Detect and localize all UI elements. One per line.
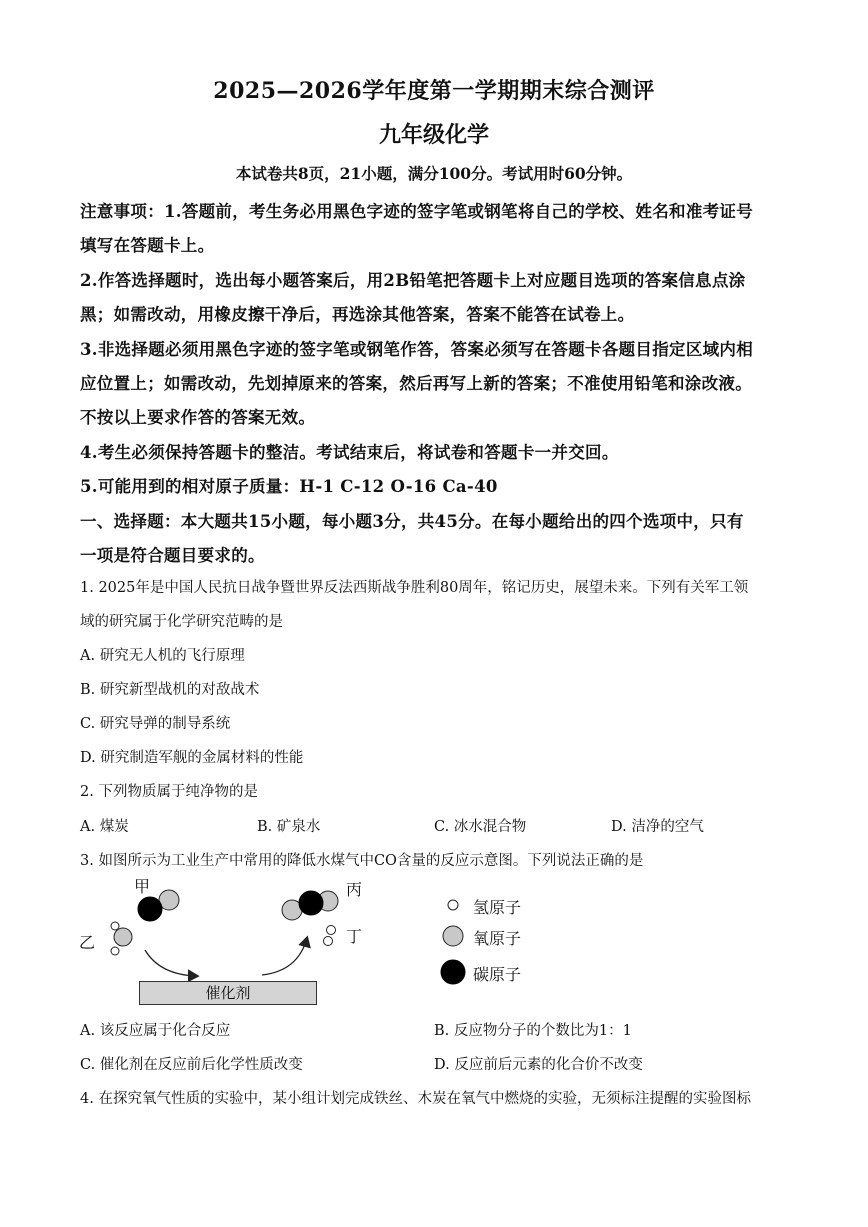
- q3-stem: 3. 如图所示为工业生产中常用的降低水煤气中CO含量的反应示意图。下列说法正确的是: [80, 853, 644, 869]
- legend-oxygen: 氧原子: [473, 929, 522, 948]
- label-bing: 丙: [346, 880, 363, 899]
- section-heading-2: 一项是符合题目要求的。: [80, 546, 265, 565]
- q2-option-c: C. 冰水混合物: [434, 819, 527, 835]
- note-line-6: 应位置上；如需改动，先划掉原来的答案，然后再写上新的答案；不准使用铅笔和涂改液。: [80, 374, 752, 393]
- label-jia: 甲: [134, 877, 151, 896]
- section-heading-1: 一、选择题：本大题共15小题，每小题3分，共45分。在每小题给出的四个选项中，只有: [80, 512, 744, 531]
- catalyst-box: 催化剂: [139, 981, 317, 1005]
- label-ding: 丁: [346, 927, 363, 946]
- q2-stem: 2. 下列物质属于纯净物的是: [80, 784, 258, 800]
- q4-stem: 4. 在探究氧气性质的实验中，某小组计划完成铁丝、木炭在氧气中燃烧的实验，无须标注提醒的实验图标: [80, 1091, 751, 1107]
- q3-option-d: D. 反应前后元素的化合价不改变: [434, 1057, 643, 1073]
- q1-option-a: A. 研究无人机的飞行原理: [80, 648, 245, 664]
- note-line-1: 注意事项：1.答题前，考生务必用黑色字迹的签字笔或钢笔将自己的学校、姓名和准考证号: [80, 202, 754, 221]
- legend-carbon: 碳原子: [473, 965, 522, 984]
- q2-option-b: B. 矿泉水: [257, 819, 321, 835]
- exam-info: 本试卷共8页，21小题，满分100分。考试用时60分钟。: [235, 164, 633, 183]
- exam-title: 2025—2026学年度第一学期期末综合测评: [213, 78, 655, 104]
- q3-option-b: B. 反应物分子的个数比为1：1: [434, 1023, 632, 1039]
- note-line-2: 填写在答题卡上。: [80, 236, 215, 255]
- q2-option-d: D. 洁净的空气: [611, 819, 704, 835]
- molecule-bing: [282, 891, 338, 920]
- note-line-5: 3.非选择题必须用黑色字迹的签字笔或钢笔作答，答案必须写在答题卡各题目指定区域内相: [80, 340, 754, 359]
- hydrogen-atom-icon: [448, 900, 458, 910]
- note-line-9: 5.可能用到的相对原子质量：H-1 C-12 O-16 Ca-40: [80, 477, 498, 496]
- note-line-7: 不按以上要求作答的答案无效。: [80, 408, 316, 427]
- q1-stem-1: 1. 2025年是中国人民抗日战争暨世界反法西斯战争胜利80周年，铭记历史，展望未来。下列有关军工领: [80, 580, 749, 596]
- exam-subject: 九年级化学: [378, 122, 489, 148]
- legend-hydrogen: 氢原子: [473, 898, 522, 917]
- reaction-diagram: [70, 868, 590, 1018]
- q1-option-b: B. 研究新型战机的对敌战术: [80, 682, 260, 698]
- molecule-ding: [324, 926, 336, 946]
- q3-option-a: A. 该反应属于化合反应: [80, 1023, 231, 1039]
- q1-option-d: D. 研究制造军舰的金属材料的性能: [80, 750, 304, 766]
- label-yi: 乙: [79, 933, 96, 952]
- carbon-atom-icon: [441, 960, 465, 984]
- arrow-in-icon: [145, 950, 197, 976]
- q1-option-c: C. 研究导弹的制导系统: [80, 716, 231, 732]
- q2-option-a: A. 煤炭: [80, 819, 129, 835]
- note-line-4: 黑；如需改动，用橡皮擦干净后，再选涂其他答案，答案不能答在试卷上。: [80, 305, 635, 324]
- arrow-out-icon: [262, 938, 307, 975]
- note-line-3: 2.作答选择题时，选出每小题答案后，用2B铅笔把答题卡上对应题目选项的答案信息点涂: [80, 271, 746, 290]
- q1-stem-2: 域的研究属于化学研究范畴的是: [80, 614, 283, 630]
- note-line-8: 4.考生必须保持答题卡的整洁。考试结束后，将试卷和答题卡一并交回。: [80, 443, 619, 462]
- molecule-yi: [111, 922, 132, 955]
- oxygen-atom-icon: [443, 926, 463, 946]
- q3-option-c: C. 催化剂在反应前后化学性质改变: [80, 1057, 303, 1073]
